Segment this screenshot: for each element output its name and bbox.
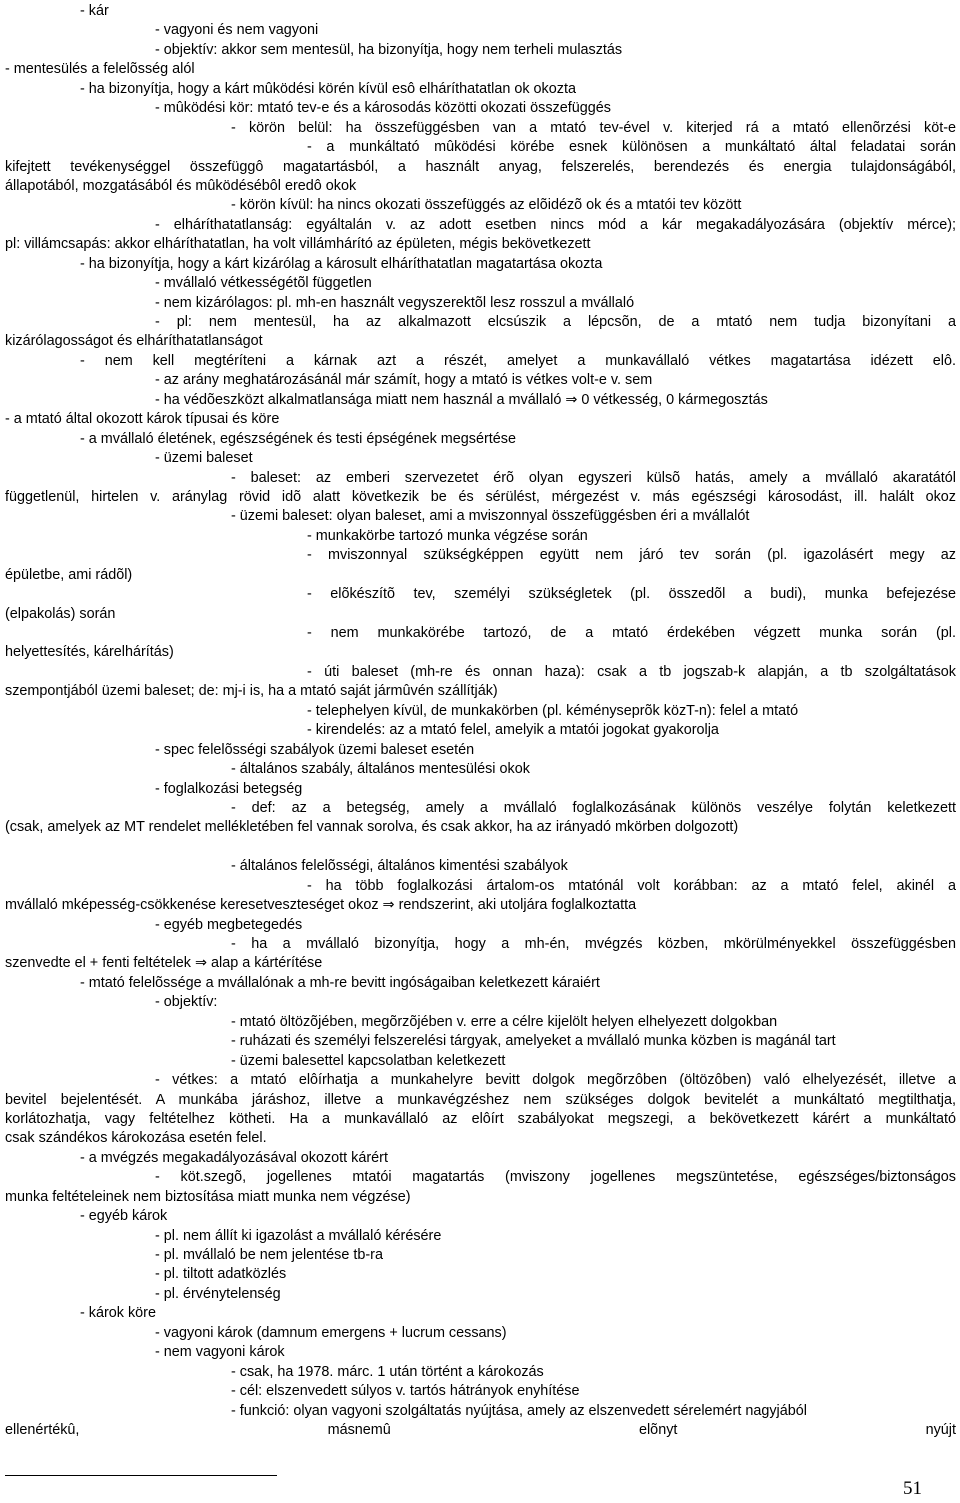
- text-line: - elháríthatatlanság: egyáltalán v. az adott esetben nincs mód a kár megakadályozására (objektív mérce);: [155, 216, 956, 233]
- text-line: - ha több foglalkozási ártalom-os mtatónál volt korábban: az a mtató felel, akinél a: [307, 877, 956, 894]
- text-line: - kár: [80, 3, 109, 19]
- text-line: - köt.szegõ, jogellenes mtatói magatartás (mviszony jogellenes megszüntetése, egészséges/biztonságos: [155, 1169, 956, 1186]
- text-line: - cél: elszenvedett súlyos v. tartós hátrányok enyhítése: [231, 1383, 580, 1400]
- text-line: - telephelyen kívül, de munkakörben (pl. kéményseprõk közT-n): felel a mtató: [307, 702, 799, 719]
- text-line: - pl. mvállaló be nem jelentése tb-ra: [155, 1247, 383, 1263]
- text-line: - nem vagyoni károk: [155, 1344, 285, 1361]
- text-line: - objektív:: [155, 994, 218, 1011]
- text-line: munka feltételeinek nem biztosítása miatt munka nem végzése): [5, 1188, 411, 1205]
- text-line: - üzemi baleset: [155, 450, 253, 467]
- text-line: - üzemi balesettel kapcsolatban keletkezett: [231, 1052, 506, 1069]
- text-line: helyettesítés, kárelhárítás): [5, 644, 174, 661]
- text-line: - mtató felelõssége a mvállalónak a mh-re bevitt ingóságaiban keletkezett káraiért: [80, 974, 600, 991]
- text-line: - ha a mvállaló bizonyítja, hogy a mh-én, mvégzés közben, mkörülményekkel összefüggésben: [231, 936, 956, 952]
- text-line: - egyéb megbetegedés: [155, 916, 303, 933]
- text-line: bevitel bejelentését. A munkába járáshoz, illetve a munkavégzéshez nem szükséges dolgok bevitelét a munkáltató megtilthatja,: [5, 1091, 956, 1108]
- text-line: - baleset: az emberi szervezetet érõ olyan egyszeri külsõ hatás, amely a mvállaló akaratától: [231, 469, 956, 486]
- text-line: - mviszonnyal szükségképpen együtt nem járó tev során (pl. igazolásért megy az: [307, 547, 956, 564]
- text-line: - mûködési kör: mtató tev-e és a károsodás közötti okozati összefüggés: [155, 100, 611, 117]
- text-line: - vétkes: a mtató elôírhatja a munkahelyre bevitt dolgok megõrzôben (öltözôben) való elhelyezését, illetve a: [155, 1072, 956, 1089]
- text-line: függetlenül, hirtelen v. aránylag rövid idõ alatt következik be és sérülést, mérgezést v. más egészségi károsodást, ill. halált okoz: [5, 488, 956, 505]
- text-line: - ha bizonyítja, hogy a kárt kizárólag a károsult elháríthatatlan magatartása okozta: [80, 255, 603, 272]
- document-body: [5, 2, 956, 1440]
- text-line: - ha bizonyítja, hogy a kárt mûködési körén kívül esô elháríthatatlan ok okozta: [80, 80, 576, 97]
- text-line: - objektív: akkor sem mentesül, ha bizonyítja, hogy nem terheli mulasztás: [155, 41, 623, 58]
- text-line: - def: az a betegség, amely a mvállaló foglalkozásának különös veszélye folytán keletkezett: [231, 799, 956, 816]
- text-line: mvállaló mképesség-csökkenése keresetveszteséget okoz ⇒ rendszerint, aki utoljára foglalkoztatta: [5, 897, 637, 914]
- text-line: - pl. érvénytelenség: [155, 1285, 281, 1302]
- text-line: - pl. tiltott adatközlés: [155, 1266, 287, 1283]
- text-line: - körön kívül: ha nincs okozati összefüggés az elõidézõ ok és a mtatói tev között: [231, 197, 742, 214]
- page-number: 51: [903, 1478, 922, 1499]
- text-line: - mtató öltözõjében, megõrzõjében v. erre a célre kijelölt helyen elhelyezett dolgokban: [231, 1013, 778, 1030]
- text-line: - mentesülés a felelõsség alól: [5, 61, 195, 78]
- text-line: - ha védõeszközt alkalmatlansága miatt nem használ a mvállaló ⇒ 0 vétkesség, 0 kármegosztás: [155, 391, 768, 408]
- text-line: - az arány meghatározásánál már számít, hogy a mtató is vétkes volt-e v. sem: [155, 372, 653, 389]
- text-line: - a mtató által okozott károk típusai és köre: [5, 411, 280, 428]
- text-line: - úti baleset (mh-re és onnan haza): csak a tb jogszab-k alapján, a tb szolgáltatások: [307, 663, 956, 680]
- blank-line: [5, 838, 956, 857]
- text-line: épületbe, ami rádõl): [5, 566, 133, 583]
- text-line: - körön belül: ha összefüggésben van a mtató tev-ével v. kiterjed rá a mtató ellenõrzési köt-e: [231, 119, 956, 136]
- text-line: - üzemi baleset: olyan baleset, ami a mviszonnyal összefüggésben éri a mvállalót: [231, 508, 750, 525]
- text-line: korlátozhatja, vagy feltételhez kötheti. Ha a munkavállaló az elôírt szabályokat megszegi, a bekövetkezett kárért a munkáltató: [5, 1110, 956, 1127]
- text-line: - kirendelés: az a mtató felel, amelyik a mtatói jogokat gyakorolja: [307, 722, 719, 739]
- text-line: - csak, ha 1978. márc. 1 után történt a károkozás: [231, 1363, 544, 1380]
- text-line: - vagyoni és nem vagyoni: [155, 22, 319, 39]
- text-line: szempontjából üzemi baleset; de: mj-i is, ha a mtató saját jármûvén szállítják): [5, 683, 498, 700]
- text-line: - a munkáltató mûködési körébe esnek különösen a munkáltató által feladatai során: [307, 139, 956, 156]
- text-line: ellenértékû, másnemû elõnyt nyújt: [5, 1421, 956, 1438]
- text-line: - pl. nem állít ki igazolást a mvállaló kérésére: [155, 1227, 442, 1244]
- text-line: - egyéb károk: [80, 1208, 168, 1225]
- text-line: kizárólagosságot és elháríthatatlanságot: [5, 333, 263, 350]
- text-line: - a mvállaló életének, egészségének és testi épségének megsértése: [80, 430, 516, 447]
- text-line: - nem kell megtéríteni a kárnak azt a részét, amelyet a munkavállaló vétkes magatartása idézett elô.: [80, 352, 956, 369]
- text-line: - általános felelõsségi, általános kimentési szabályok: [231, 858, 568, 875]
- text-line: - a mvégzés megakadályozásával okozott kárért: [80, 1149, 388, 1166]
- text-line: - spec felelõsségi szabályok üzemi baleset esetén: [155, 741, 475, 758]
- text-line: pl: villámcsapás: akkor elháríthatatlan, ha volt villámhárító az épületen, mégis bekövetkezett: [5, 236, 591, 253]
- text-line: - munkakörbe tartozó munka végzése során: [307, 527, 588, 544]
- text-line: - általános szabály, általános mentesülési okok: [231, 761, 530, 778]
- footnote-separator: [5, 1475, 277, 1476]
- text-line: (elpakolás) során: [5, 605, 116, 622]
- text-line: csak szándékos károkozása esetén felel.: [5, 1130, 267, 1147]
- text-line: - vagyoni károk (damnum emergens + lucrum cessans): [155, 1324, 507, 1341]
- text-line: - funkció: olyan vagyoni szolgáltatás nyújtása, amely az elszenvedett sérelemért nagyjából: [231, 1402, 807, 1419]
- text-line: szenvedte el + fenti feltételek ⇒ alap a kártérítése: [5, 955, 323, 972]
- text-line: - elõkészítõ tev, személyi szükségletek (pl. összedõl a budi), munka befejezése: [307, 586, 956, 603]
- text-line: - mvállaló vétkességétõl független: [155, 275, 372, 292]
- text-line: állapotából, mozgatásából és mûködésébôl eredô okok: [5, 177, 357, 194]
- text-line: - nem kizárólagos: pl. mh-en használt vegyszerektõl lesz rosszul a mvállaló: [155, 294, 635, 311]
- text-line: kifejtett tevékenységgel összefüggô magatartásból, a használt anyag, felszerelés, berendezés és energia tulajdonságából,: [5, 158, 956, 175]
- text-line: - nem munkakörébe tartozó, de a mtató érdekében végzett munka során (pl.: [307, 625, 956, 641]
- text-line: - pl: nem mentesül, ha az alkalmazott elcsúszik a lépcsõn, de a mtató nem tudja bizonyítani a: [155, 314, 956, 330]
- text-line: - foglalkozási betegség: [155, 780, 303, 797]
- text-line: (csak, amelyek az MT rendelet mellékletében fel vannak sorolva, és csak akkor, ha az irányadó mkörben dolgozott): [5, 819, 739, 836]
- text-line: - károk köre: [80, 1305, 156, 1322]
- text-line: - ruházati és személyi felszerelési tárgyak, amelyeket a mvállaló munka közben is magánál tart: [231, 1033, 836, 1050]
